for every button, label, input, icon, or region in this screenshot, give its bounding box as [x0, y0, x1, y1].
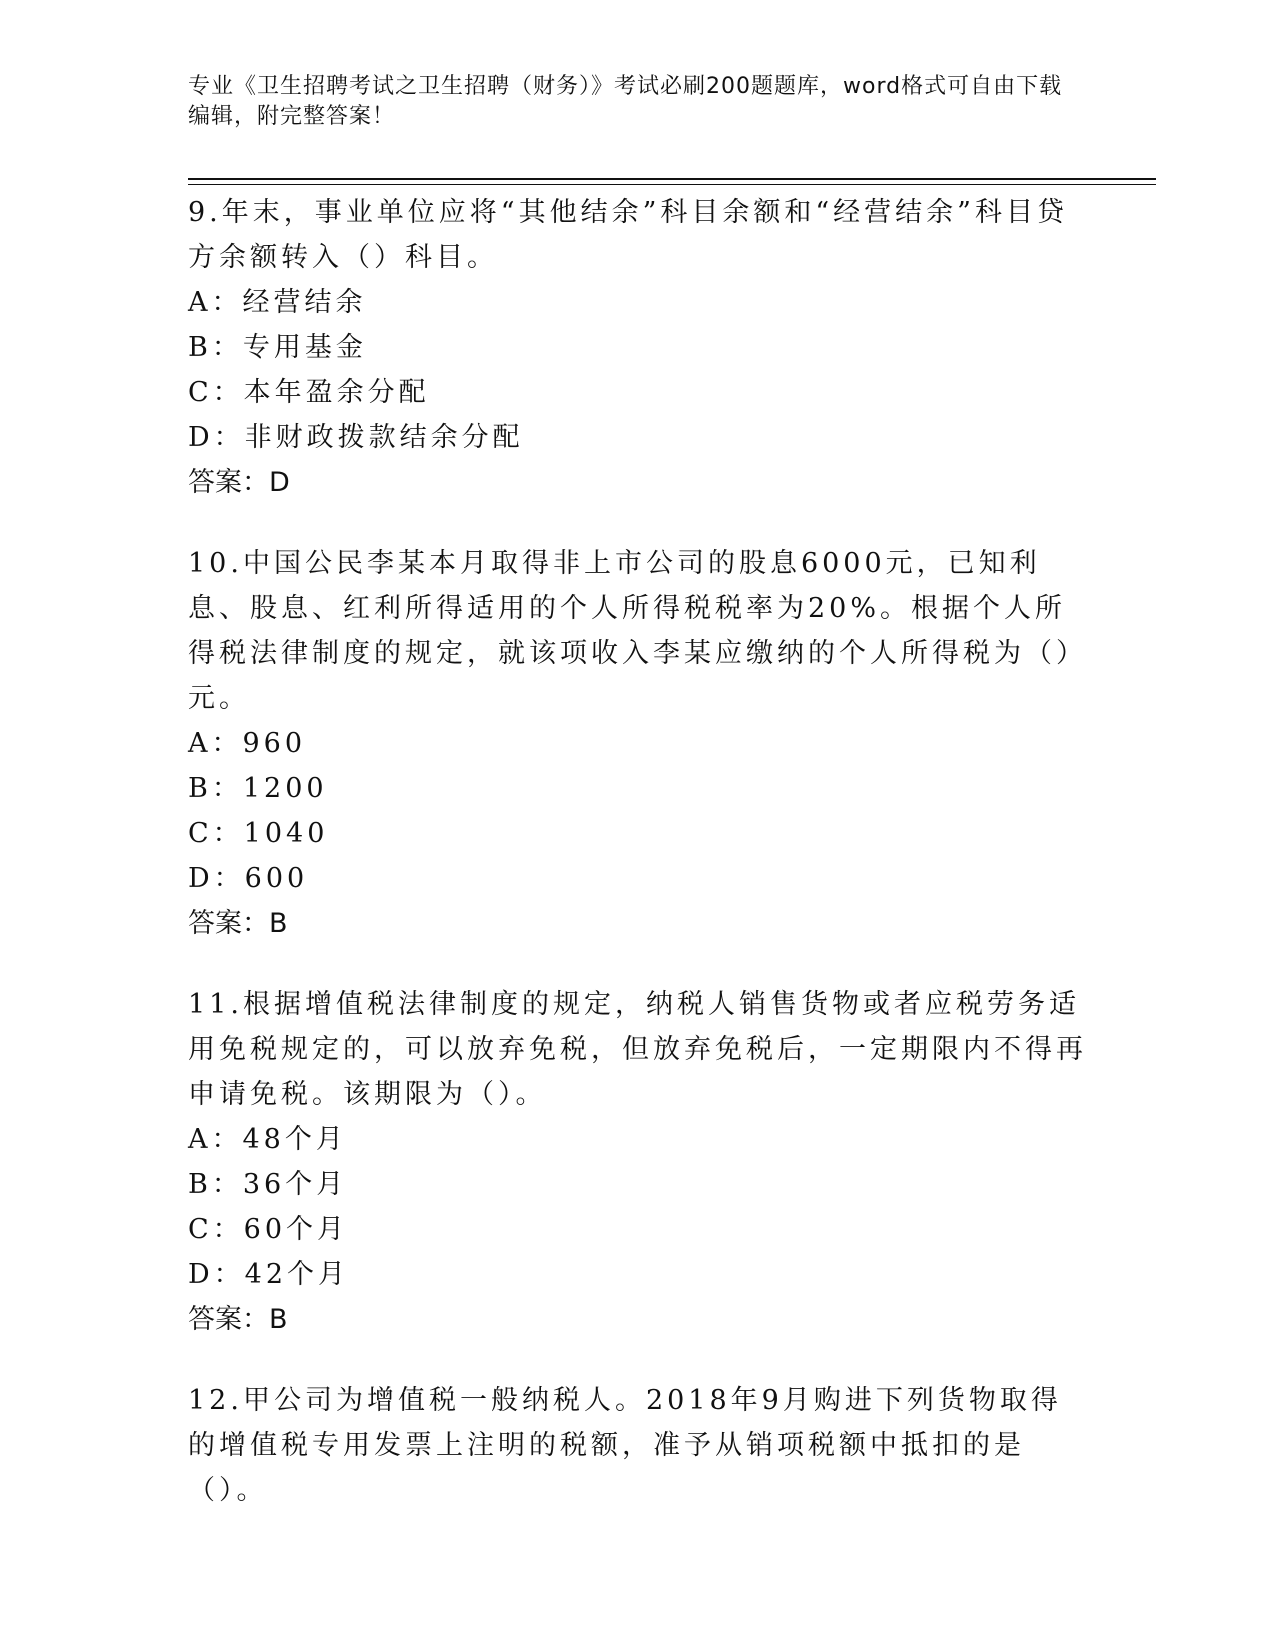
header-divider-thick: [188, 178, 1156, 180]
option-c: C：1040: [188, 818, 329, 849]
question-text: 9.年末，事业单位应将“其他结余”科目余额和“经营结余”科目贷方余额转入（）科目。: [188, 197, 1068, 273]
option-c: C：60个月: [188, 1214, 349, 1245]
option-d: D：42个月: [188, 1259, 350, 1290]
option-a: A：经营结余: [188, 287, 367, 318]
question-9: [188, 190, 1088, 505]
option-d: D：非财政拨款结余分配: [188, 422, 524, 453]
option-b: B：专用基金: [188, 332, 367, 363]
option-d: D：600: [188, 863, 309, 894]
question-list: [188, 190, 1088, 1549]
question-text: 10.中国公民李某本月取得非上市公司的股息6000元，已知利息、股息、红利所得适用的个人所得税税率为20%。根据个人所得税法律制度的规定，就该项收入李某应缴纳的个人所得税为（）元。: [188, 548, 1087, 714]
option-a: A：48个月: [188, 1124, 347, 1155]
question-text: 12.甲公司为增值税一般纳税人。2018年9月购进下列货物取得的增值税专用发票上注明的税额，准予从销项税额中抵扣的是（）。: [188, 1385, 1062, 1506]
header-divider-thin: [188, 184, 1156, 185]
answer: 答案：B: [188, 1304, 288, 1335]
question-text: 11.根据增值税法律制度的规定，纳税人销售货物或者应税劳务适用免税规定的，可以放弃免税，但放弃免税后，一定期限内不得再申请免税。该期限为（）。: [188, 989, 1087, 1110]
option-b: B：36个月: [188, 1169, 348, 1200]
document-header: 专业《卫生招聘考试之卫生招聘（财务）》考试必刷200题题库，word格式可自由下载编辑，附完整答案！: [188, 74, 1063, 129]
option-a: A：960: [188, 728, 307, 759]
answer: 答案：D: [188, 467, 290, 498]
question-12: [188, 1378, 1088, 1513]
question-11: [188, 982, 1088, 1342]
answer: 答案：B: [188, 908, 288, 939]
option-c: C：本年盈余分配: [188, 377, 430, 408]
question-10: [188, 541, 1088, 946]
option-b: B：1200: [188, 773, 328, 804]
